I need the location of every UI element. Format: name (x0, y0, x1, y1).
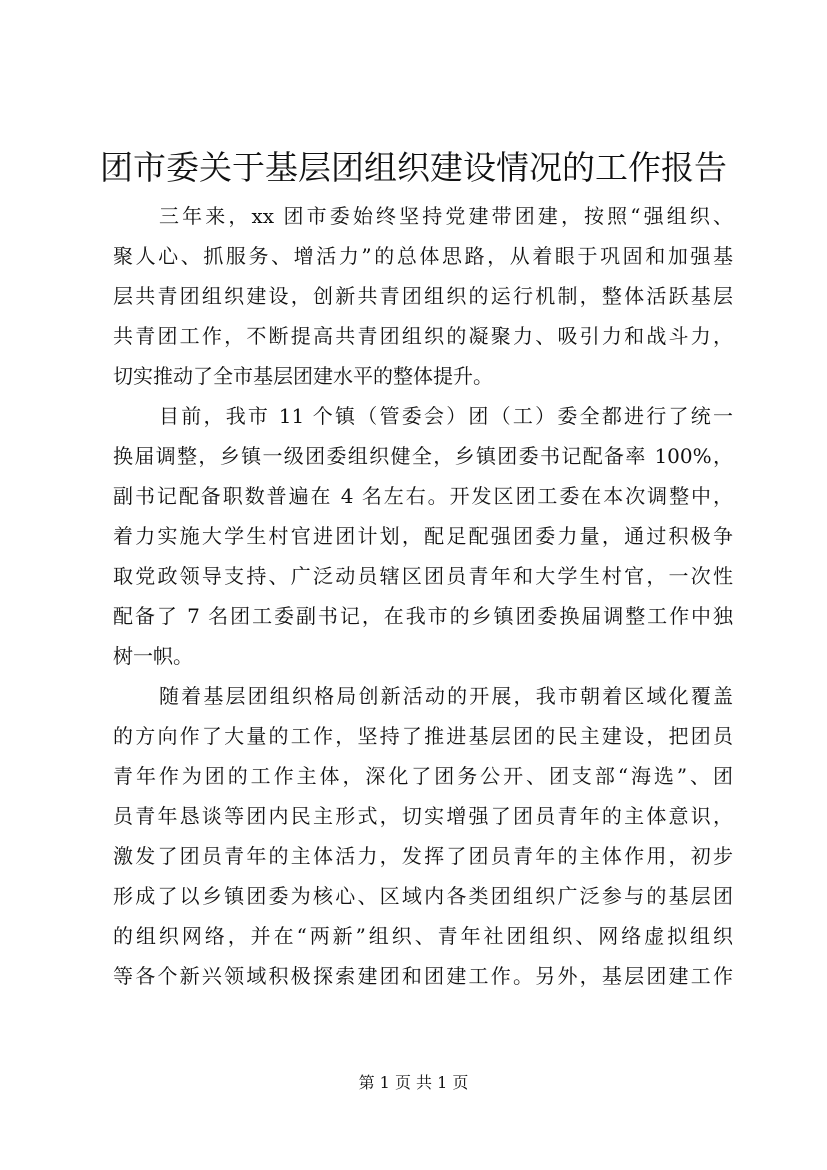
paragraph-line: 形成了以乡镇团委为核心、区域内各类团组织广泛参与的基层团 (113, 884, 733, 908)
paragraph-line: 三年来，xx 团市委始终坚持党建带团建，按照“强组织、 (159, 204, 733, 228)
paragraph-line: 的方向作了大量的工作，坚持了推进基层团的民主建设，把团员 (113, 724, 733, 748)
page-number-footer: 第 1 页 共 1 页 (358, 1073, 469, 1092)
paragraph-line: 配备了 7 名团工委副书记，在我市的乡镇团委换届调整工作中独 (113, 604, 733, 628)
document-title: 团市委关于基层团组织建设情况的工作报告 (100, 148, 727, 187)
paragraph-line: 着力实施大学生村官进团计划，配足配强团委力量，通过积极争 (113, 524, 733, 548)
paragraph-line: 随着基层团组织格局创新活动的开展，我市朝着区域化覆盖 (159, 684, 733, 708)
paragraph-line: 等各个新兴领域积极探索建团和团建工作。另外，基层团建工作 (113, 964, 733, 988)
paragraph-line: 树一帜。 (113, 644, 193, 668)
paragraph-line: 青年作为团的工作主体，深化了团务公开、团支部“海选”、团 (113, 764, 733, 788)
paragraph-line: 的组织网络，并在“两新”组织、青年社团组织、网络虚拟组织 (113, 924, 733, 948)
paragraph-line: 员青年恳谈等团内民主形式，切实增强了团员青年的主体意识， (113, 804, 733, 828)
paragraph-line: 共青团工作，不断提高共青团组织的凝聚力、吸引力和战斗力， (113, 324, 733, 348)
paragraph-line: 目前，我市 11 个镇（管委会）团（工）委全都进行了统一 (159, 404, 733, 428)
paragraph-line: 换届调整，乡镇一级团委组织健全，乡镇团委书记配备率 100%， (113, 444, 733, 468)
paragraph-line: 切实推动了全市基层团建水平的整体提升。 (113, 364, 493, 388)
paragraph-2 (113, 396, 733, 676)
paragraph-line: 副书记配备职数普遍在 4 名左右。开发区团工委在本次调整中， (113, 484, 733, 508)
paragraph-line: 激发了团员青年的主体活力，发挥了团员青年的主体作用，初步 (113, 844, 733, 868)
document-body (113, 196, 733, 996)
paragraph-line: 聚人心、抓服务、增活力”的总体思路，从着眼于巩固和加强基 (113, 244, 733, 268)
paragraph-line: 层共青团组织建设，创新共青团组织的运行机制，整体活跃基层 (113, 284, 733, 308)
paragraph-line: 取党政领导支持、广泛动员辖区团员青年和大学生村官，一次性 (113, 564, 733, 588)
paragraph-1 (113, 196, 733, 396)
paragraph-3 (113, 676, 733, 996)
